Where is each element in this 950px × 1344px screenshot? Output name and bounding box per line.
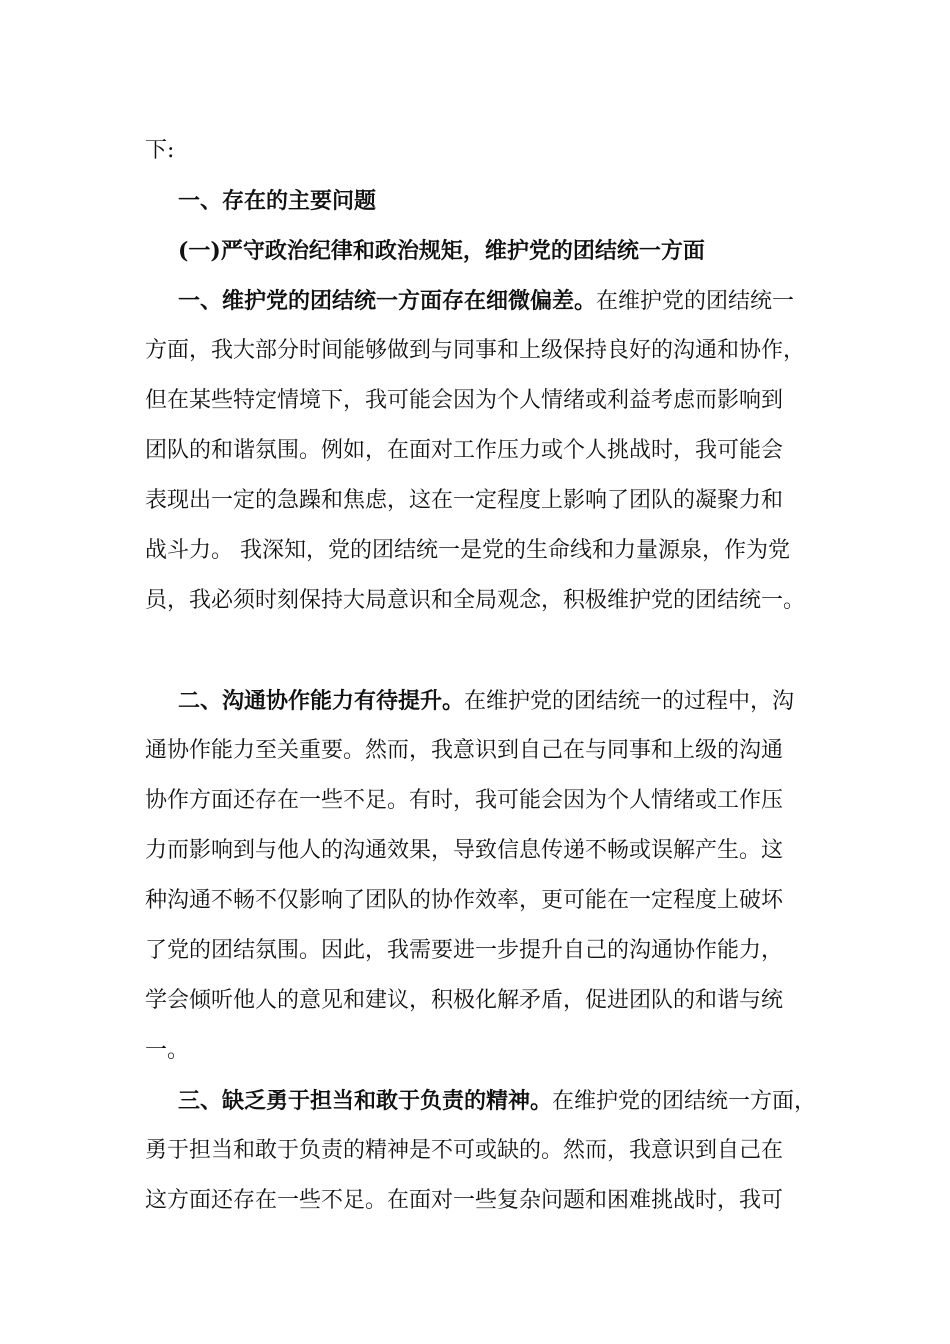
text-line: 种沟通不畅不仅影响了团队的协作效率，更可能在一定程度上破坏 [145,888,784,913]
text-line: 员，我必须时刻保持大局意识和全局观念，积极维护党的团结统一。 [145,588,806,613]
text-line: 但在某些特定情境下，我可能会因为个人情绪或利益考虑而影响到 [145,388,784,413]
paragraph-first-line [178,1076,816,1126]
text-line: 学会倾听他人的意见和建议，积极化解矛盾，促进团队的和谐与统 [145,988,784,1013]
text-line: 协作方面还存在一些不足。有时，我可能会因为个人情绪或工作压 [145,788,784,813]
text-run: 在维护党的团结统一方面， [552,1089,817,1114]
text-line: 战斗力。 我深知，党的团结统一是党的生命线和力量源泉，作为党 [145,538,790,563]
subsection-heading: (一)严守政治纪律和政治规矩，维护党的团结统一方面 [178,238,705,264]
text-run: 在维护党的团结统一 [596,289,795,314]
text-line: 这方面还存在一些不足。在面对一些复杂问题和困难挑战时，我可 [145,1188,784,1213]
paragraph-first-line [178,276,794,326]
text-line: 方面，我大部分时间能够做到与同事和上级保持良好的沟通和协作， [145,338,806,363]
text-line: 了党的团结氛围。因此，我需要进一步提升自己的沟通协作能力， [145,938,784,963]
text-line: 下: [145,138,175,163]
text-line: 力而影响到与他人的沟通效果，导致信息传递不畅或误解产生。这 [145,838,784,863]
text-line: 团队的和谐氛围。例如，在面对工作压力或个人挑战时，我可能会 [145,438,784,463]
text-run: 在维护党的团结统一的过程中，沟 [464,689,795,714]
bold-lead: 一、维护党的团结统一方面存在细微偏差。 [178,288,597,314]
section-heading: 一、存在的主要问题 [178,188,377,214]
paragraph-first-line [178,676,794,726]
text-line: 表现出一定的急躁和焦虑，这在一定程度上影响了团队的凝聚力和 [145,488,784,513]
text-line: 通协作能力至关重要。然而，我意识到自己在与同事和上级的沟通 [145,738,784,763]
bold-lead: 二、沟通协作能力有待提升。 [178,688,465,714]
text-line: 勇于担当和敢于负责的精神是不可或缺的。然而，我意识到自己在 [145,1138,784,1163]
bold-lead: 三、缺乏勇于担当和敢于负责的精神。 [178,1088,553,1114]
text-line: 一。 [145,1038,190,1063]
